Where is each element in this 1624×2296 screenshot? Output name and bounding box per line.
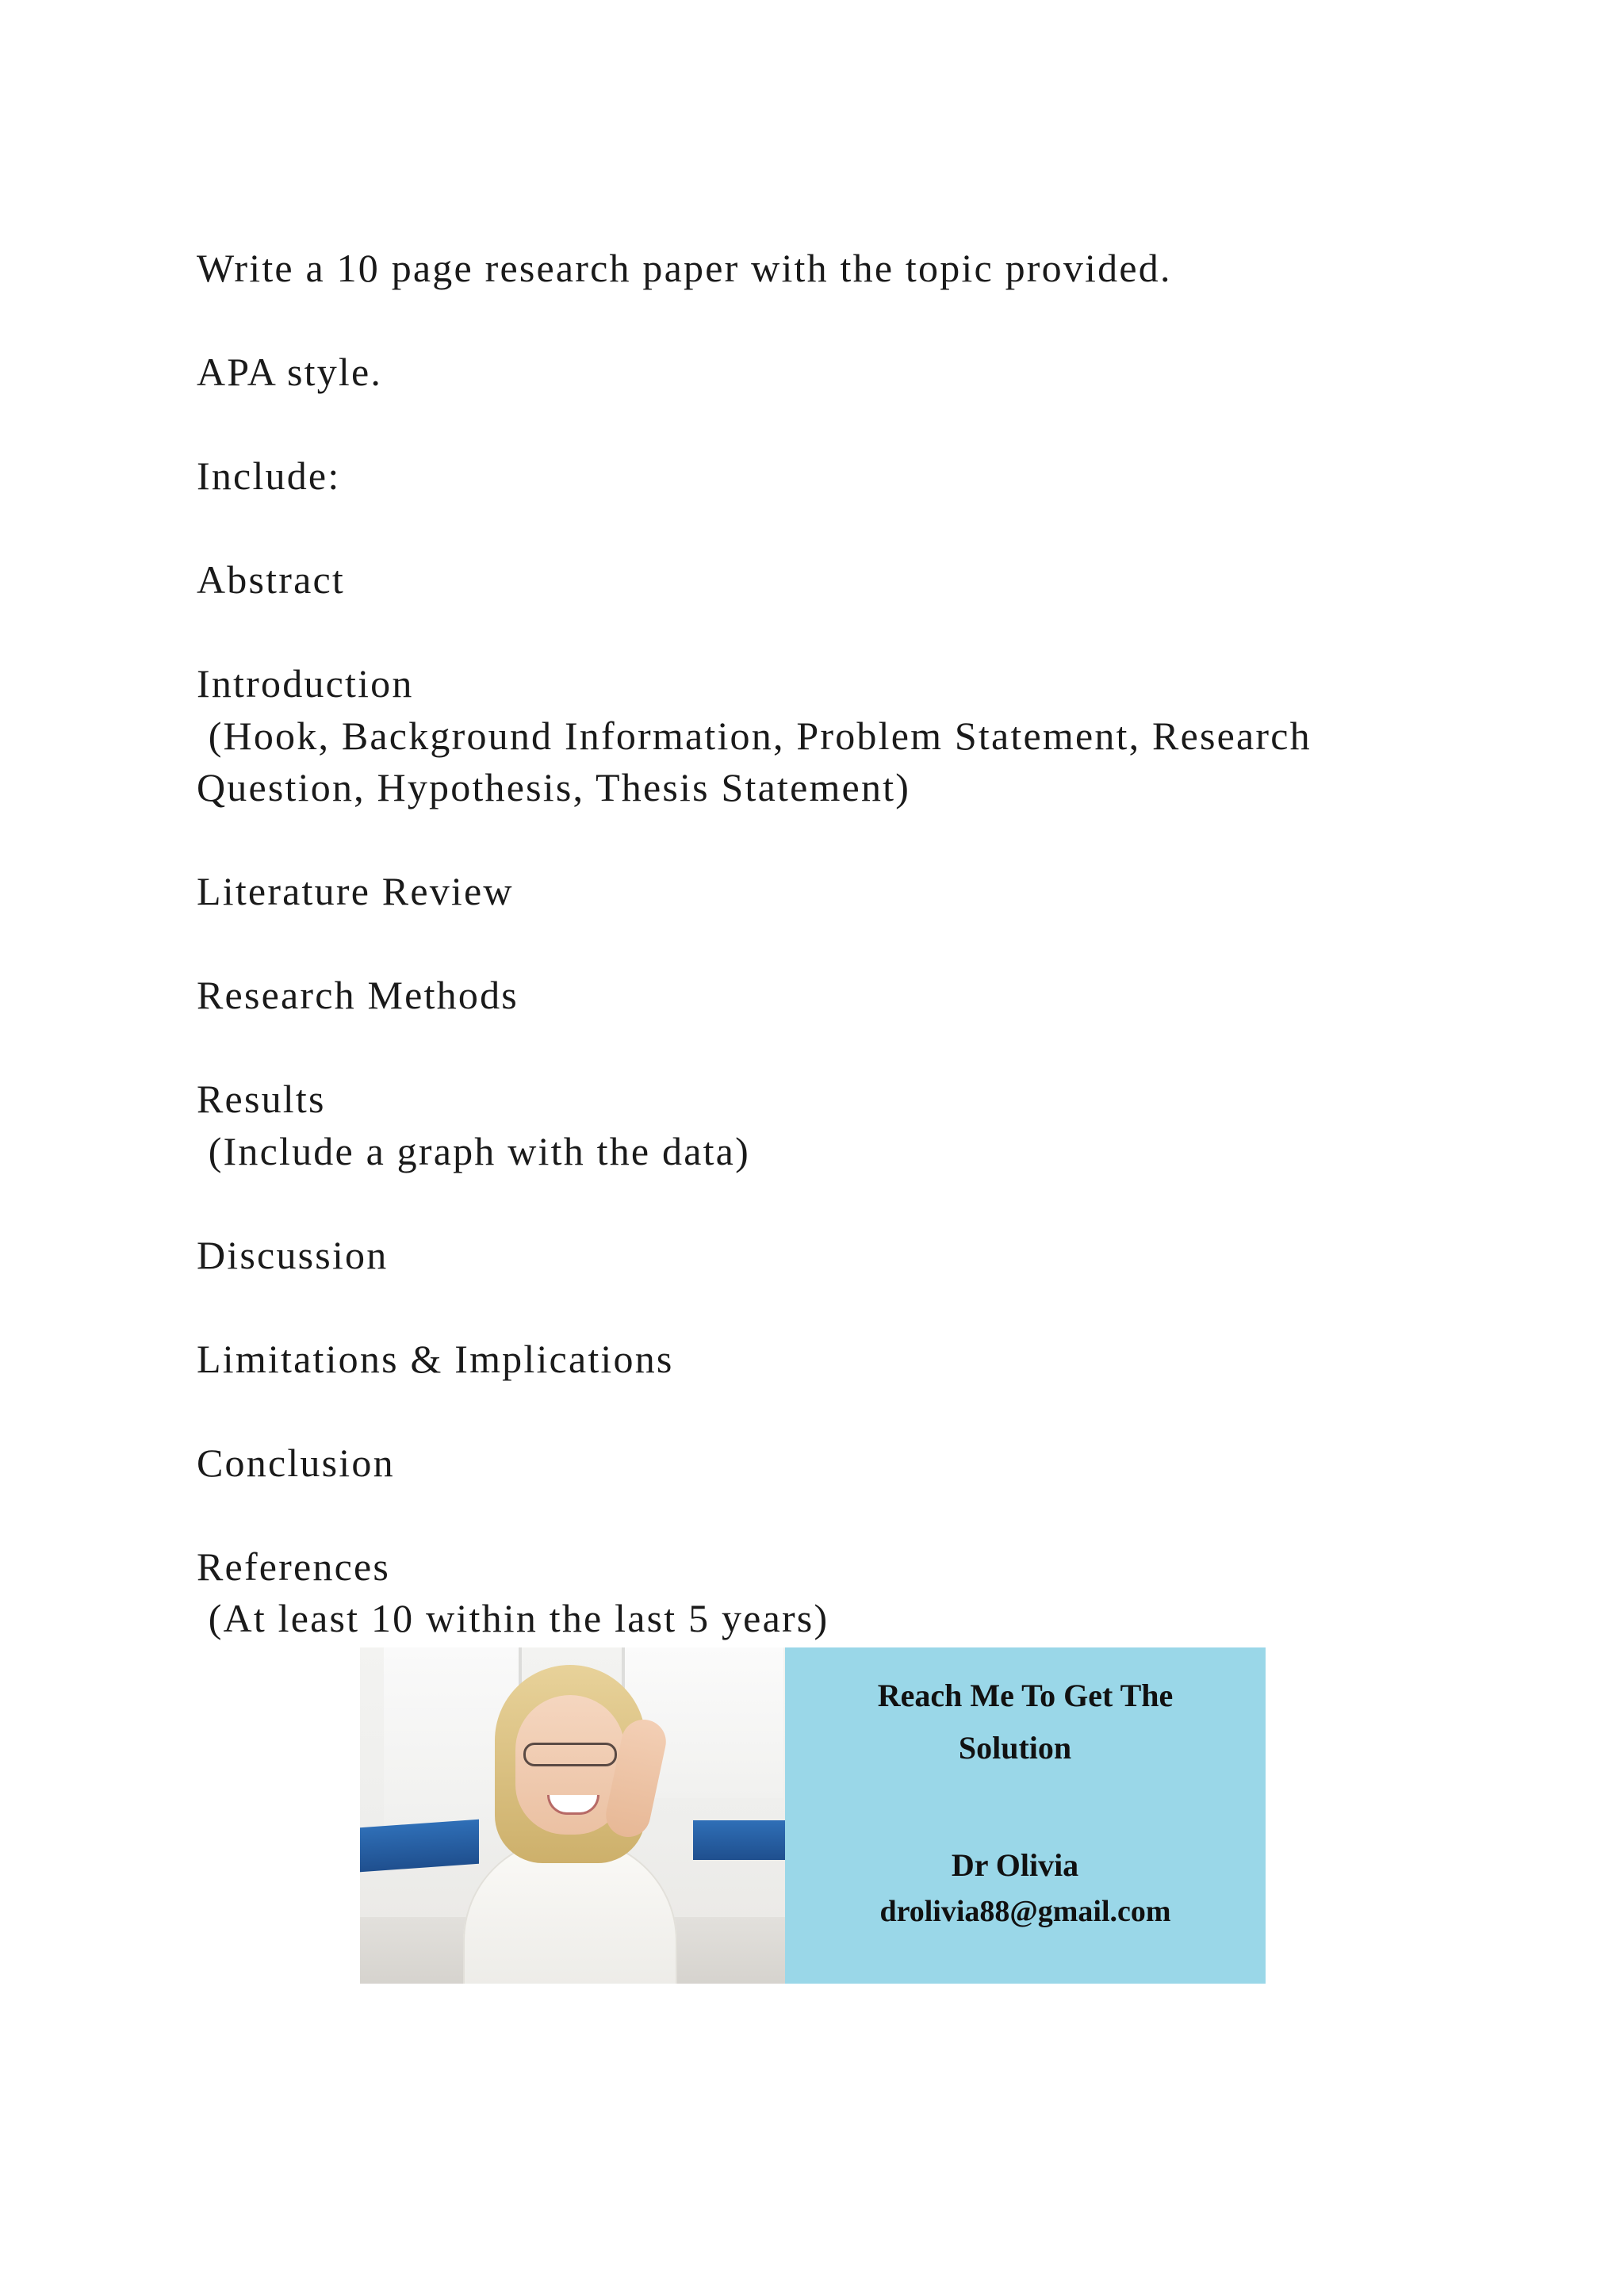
line-gap: [197, 295, 1434, 347]
glasses-icon: [523, 1743, 617, 1766]
chair-decoration: [360, 1820, 479, 1872]
line-gap: [197, 1022, 1434, 1074]
contact-name: Dr Olivia: [951, 1847, 1079, 1883]
section-heading-results: Results: [197, 1077, 326, 1121]
chair-decoration: [693, 1820, 785, 1860]
contact-info-panel: [785, 1647, 1266, 1984]
document-body: [197, 243, 1434, 1645]
banner-heading-line1: Reach Me To Get The: [877, 1678, 1174, 1713]
section-heading-literature-review: Literature Review: [197, 869, 514, 913]
text-line: Include:: [197, 453, 341, 498]
line-gap: [197, 399, 1434, 451]
text-line: Write a 10 page research paper with the topic provided.: [197, 246, 1172, 290]
contact-email: drolivia88@gmail.com: [879, 1895, 1171, 1928]
section-note: Question, Hypothesis, Thesis Statement): [197, 765, 911, 809]
woman-photo: [360, 1647, 785, 1984]
line-gap: [197, 1385, 1434, 1437]
line-gap: [197, 814, 1434, 867]
contact-banner: [360, 1647, 1266, 1984]
section-note: (Hook, Background Information, Problem Statement, Research: [197, 713, 1312, 758]
section-heading-abstract: Abstract: [197, 557, 345, 602]
section-heading-references: References: [197, 1544, 391, 1589]
section-heading-limitations: Limitations & Implications: [197, 1336, 674, 1381]
section-heading-conclusion: Conclusion: [197, 1440, 395, 1485]
section-heading-introduction: Introduction: [197, 661, 414, 706]
line-gap: [197, 607, 1434, 659]
line-gap: [197, 1281, 1434, 1334]
banner-heading-line2: Solution: [958, 1730, 1072, 1766]
line-gap: [197, 503, 1434, 555]
line-gap: [197, 918, 1434, 970]
line-gap: [197, 1489, 1434, 1541]
section-note: (Include a graph with the data): [197, 1128, 750, 1173]
section-heading-discussion: Discussion: [197, 1232, 389, 1277]
line-gap: [197, 1177, 1434, 1230]
text-line: APA style.: [197, 350, 383, 394]
section-heading-research-methods: Research Methods: [197, 973, 519, 1017]
section-note: (At least 10 within the last 5 years): [197, 1596, 829, 1640]
